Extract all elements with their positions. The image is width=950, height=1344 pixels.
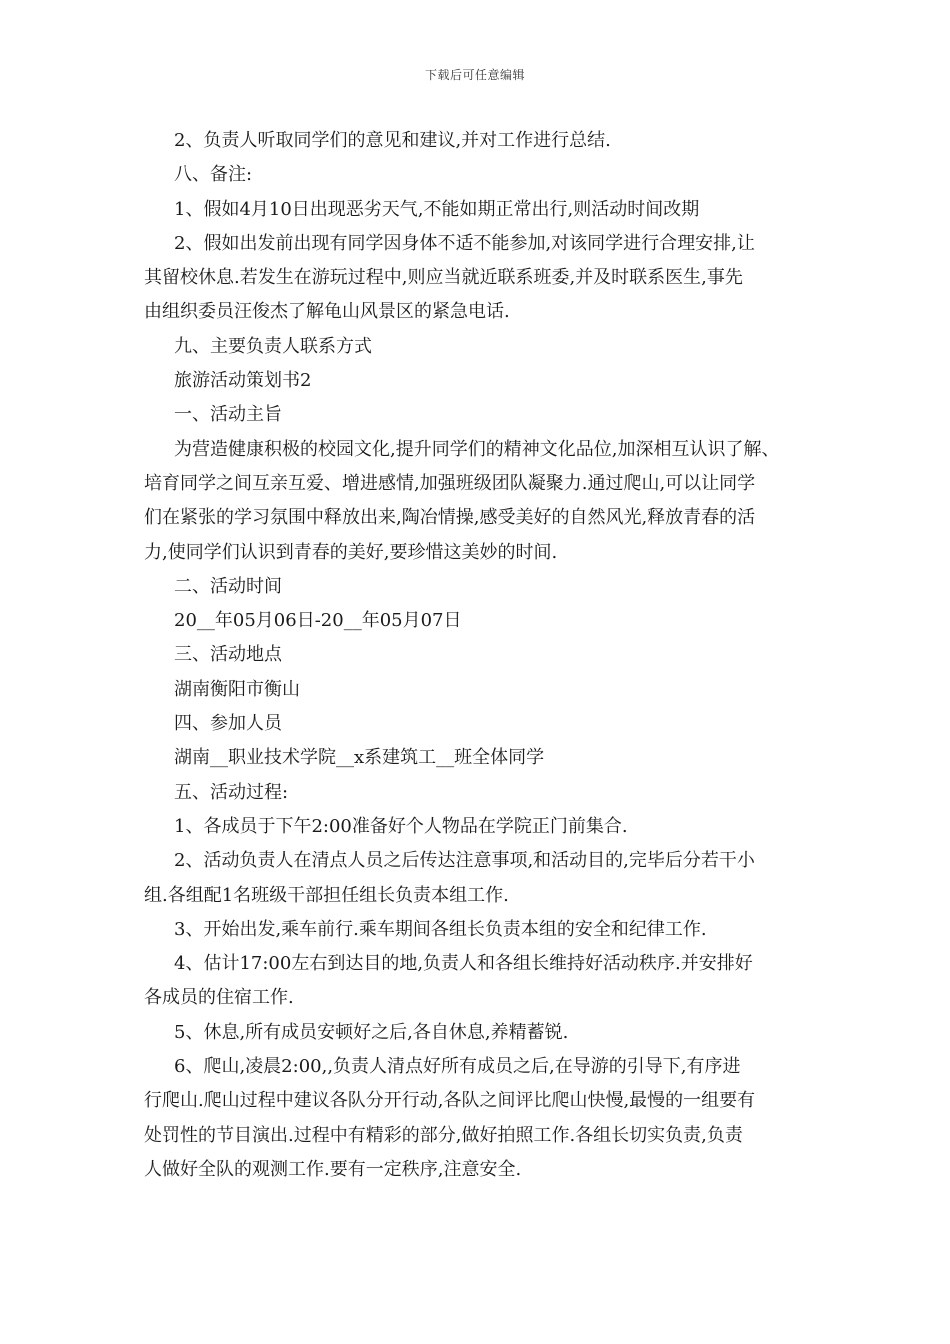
text-line: 力,使同学们认识到青春的美好,要珍惜这美妙的时间. — [144, 541, 558, 563]
text-line: 3、开始出发,乘车前行.乘车期间各组长负责本组的安全和纪律工作. — [174, 918, 707, 940]
text-line: 为营造健康积极的校园文化,提升同学们的精神文化品位,加深相互认识了解、 — [174, 438, 780, 460]
text-line: 处罚性的节目演出.过程中有精彩的部分,做好拍照工作.各组长切实负责,负责 — [144, 1124, 743, 1146]
text-line: 湖南__职业技术学院__x系建筑工__班全体同学 — [174, 747, 545, 769]
text-line: 三、活动地点 — [174, 644, 282, 666]
text-line: 组.各组配1名班级干部担任组长负责本组工作. — [144, 884, 509, 906]
text-line: 5、休息,所有成员安顿好之后,各自休息,养精蓄锐. — [174, 1021, 569, 1043]
text-line: 四、参加人员 — [174, 713, 282, 735]
text-line: 1、假如4月10日出现恶劣天气,不能如期正常出行,则活动时间改期 — [174, 198, 700, 220]
text-line: 二、活动时间 — [174, 575, 282, 597]
text-line: 九、主要负责人联系方式 — [174, 335, 372, 357]
text-line: 行爬山.爬山过程中建议各队分开行动,各队之间评比爬山快慢,最慢的一组要有 — [144, 1090, 756, 1112]
text-line: 4、估计17:00左右到达目的地,负责人和各组长维持好活动秩序.并安排好 — [174, 953, 753, 975]
text-line: 20__年05月06日-20__年05月07日 — [174, 610, 462, 632]
text-line: 人做好全队的观测工作.要有一定秩序,注意安全. — [144, 1158, 522, 1180]
text-line: 湖南衡阳市衡山 — [174, 678, 300, 700]
text-line: 其留校休息.若发生在游玩过程中,则应当就近联系班委,并及时联系医生,事先 — [144, 267, 743, 289]
text-line: 由组织委员汪俊杰了解龟山风景区的紧急电话. — [144, 301, 510, 323]
text-line: 们在紧张的学习氛围中释放出来,陶冶情操,感受美好的自然风光,释放青春的活 — [144, 507, 756, 529]
text-line: 八、备注: — [174, 164, 253, 186]
text-line: 各成员的住宿工作. — [144, 987, 294, 1009]
text-line: 2、假如出发前出现有同学因身体不适不能参加,对该同学进行合理安排,让 — [174, 232, 755, 254]
text-line: 2、活动负责人在清点人员之后传达注意事项,和活动目的,完毕后分若干小 — [174, 850, 755, 872]
text-line: 五、活动过程: — [174, 781, 289, 803]
text-line: 培育同学之间互亲互爱、增进感情,加强班级团队凝聚力.通过爬山,可以让同学 — [144, 472, 756, 494]
text-line: 一、活动主旨 — [174, 404, 282, 426]
text-line: 6、爬山,凌晨2:00,,负责人清点好所有成员之后,在导游的引导下,有序进 — [174, 1056, 741, 1078]
page-header: 下载后可任意编辑 — [424, 68, 525, 82]
text-line: 1、各成员于下午2:00准备好个人物品在学院正门前集合. — [174, 815, 628, 837]
text-line: 旅游活动策划书2 — [174, 370, 312, 392]
text-line: 2、负责人听取同学们的意见和建议,并对工作进行总结. — [174, 130, 611, 151]
document-body — [144, 124, 810, 1187]
